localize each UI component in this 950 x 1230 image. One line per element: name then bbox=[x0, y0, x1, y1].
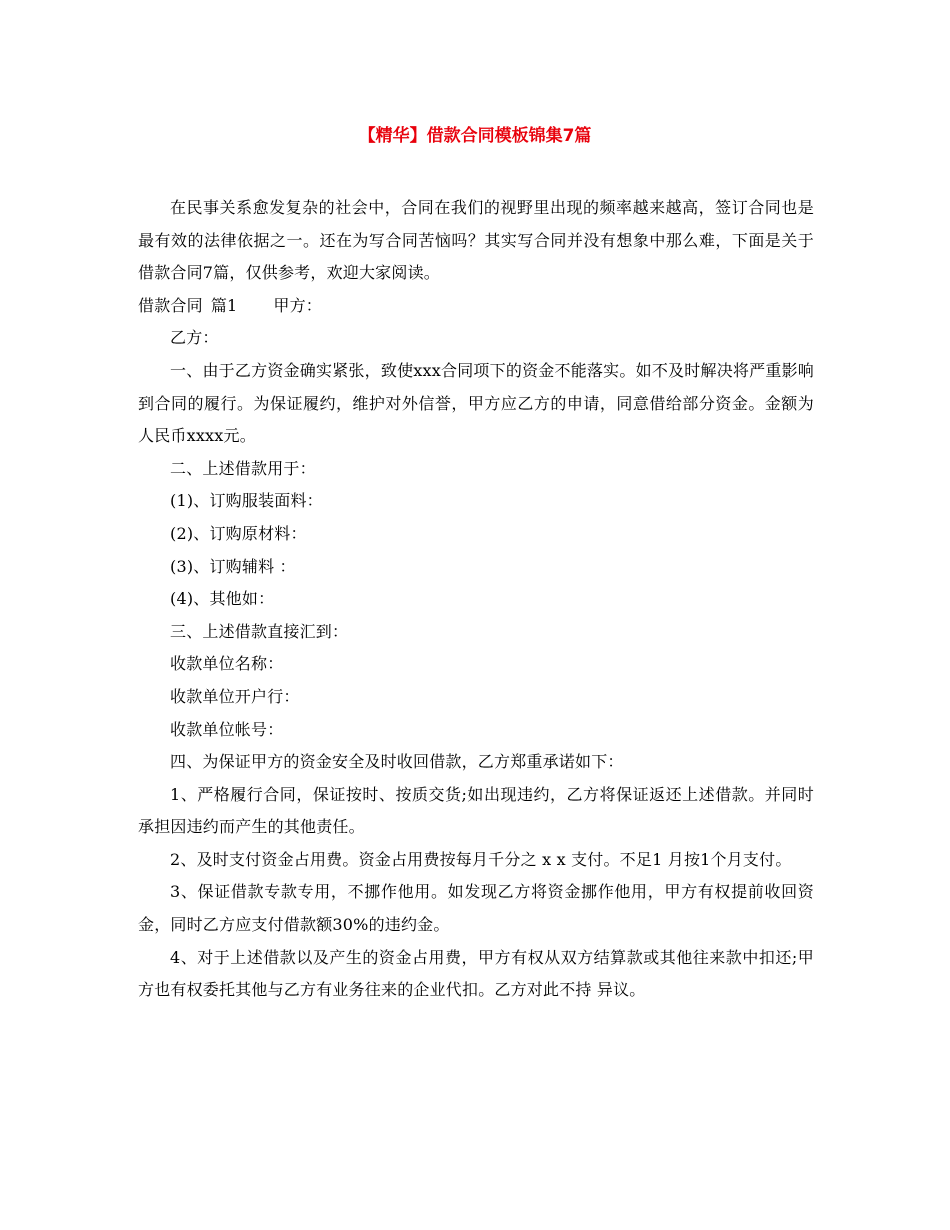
promise-item: 4、对于上述借款以及产生的资金占用费，甲方有权从双方结算款或其他往来款中扣还;甲方也有权委托其他与乙方有业务往来的企业代扣。乙方对此不持 异议。 bbox=[138, 947, 814, 1000]
document-body bbox=[138, 192, 814, 1007]
clause-1: 一、由于乙方资金确实紧张，致使xxx合同项下的资金不能落实。如不及时解决将严重影响到合同的履行。为保证履约，维护对外信誉，甲方应乙方的申请，同意借给部分资金。金额为人民币xxxx元。 bbox=[138, 360, 814, 446]
promise-item: 3、保证借款专款专用，不挪作他用。如发现乙方将资金挪作他用，甲方有权提前收回资金，同时乙方应支付借款额30%的违约金。 bbox=[138, 882, 814, 935]
clause-2: 二、上述借款用于： bbox=[170, 458, 316, 478]
intro-paragraph: 在民事关系愈发复杂的社会中，合同在我们的视野里出现的频率越来越高，签订合同也是最有效的法律依据之一。还在为写合同苦恼吗？其实写合同并没有想象中那么难，下面是关于借款合同7篇，仅供参考，欢迎大家阅读。 bbox=[138, 198, 814, 283]
clause-2-item: (2)、订购原材料： bbox=[170, 523, 307, 543]
document-title: 【精华】借款合同模板锦集7篇 bbox=[358, 126, 592, 146]
clause-2-item: (1)、订购服装面料： bbox=[170, 491, 323, 511]
clause-3: 三、上述借款直接汇到： bbox=[170, 621, 349, 641]
clause-2-item: (3)、订购辅料 ： bbox=[170, 556, 296, 576]
clause-4: 四、为保证甲方的资金安全及时收回借款，乙方郑重承诺如下： bbox=[170, 752, 624, 772]
promise-item: 1、严格履行合同，保证按时、按质交货;如出现违约，乙方将保证返还上述借款。并同时承担因违约而产生的其他责任。 bbox=[138, 784, 814, 837]
section-heading-number: 篇1 bbox=[210, 295, 238, 315]
party-a-label: 甲方： bbox=[273, 295, 323, 315]
payee-field: 收款单位名称： bbox=[170, 654, 284, 674]
party-b-label: 乙方： bbox=[170, 328, 219, 348]
clause-2-item: (4)、其他如： bbox=[170, 589, 275, 609]
section-heading bbox=[138, 290, 814, 323]
payee-field: 收款单位帐号： bbox=[170, 719, 284, 739]
section-heading-name: 借款合同 bbox=[138, 295, 203, 315]
payee-field: 收款单位开户行： bbox=[170, 686, 300, 706]
promise-item: 2、及时支付资金占用费。资金占用费按每月千分之 x x 支付。不足1 月按1个月支付。 bbox=[170, 849, 792, 869]
